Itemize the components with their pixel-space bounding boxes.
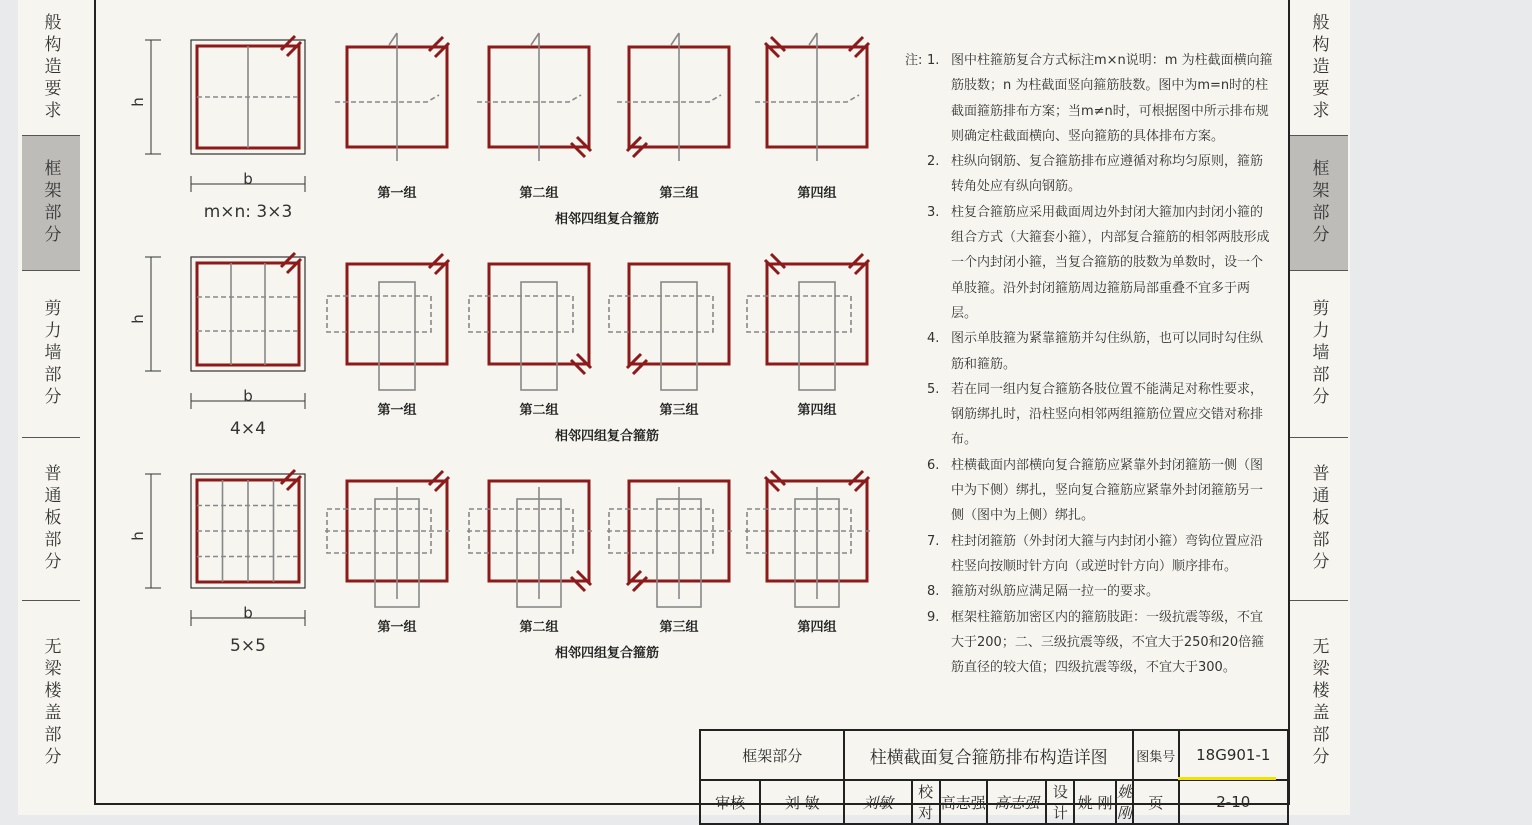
dimension-label-b: b bbox=[243, 387, 253, 405]
note-number: 9. bbox=[927, 609, 940, 625]
notes-prefix: 注: bbox=[905, 53, 923, 68]
column-section bbox=[335, 33, 449, 161]
checker-signature: 高志强 bbox=[987, 780, 1046, 824]
hook-mark bbox=[849, 471, 863, 485]
outer-hoop bbox=[347, 264, 447, 364]
note-item bbox=[905, 149, 1275, 200]
group-label: 第一组 bbox=[377, 620, 417, 635]
group-label: 第四组 bbox=[797, 403, 837, 418]
note-item bbox=[905, 605, 1275, 681]
hook-mark bbox=[429, 37, 443, 51]
column-section bbox=[747, 254, 869, 390]
reviewer-signature: 刘敏 bbox=[844, 780, 911, 824]
group-label: 第一组 bbox=[377, 403, 417, 418]
atlas-label: 图集号 bbox=[1133, 730, 1179, 780]
size-label: 4×4 bbox=[230, 419, 266, 439]
side-tab-flat-slab[interactable] bbox=[1290, 601, 1348, 805]
hook-mark bbox=[571, 577, 585, 591]
note-item bbox=[905, 453, 1275, 529]
note-number: 3. bbox=[927, 204, 940, 220]
hook-mark bbox=[849, 37, 863, 51]
note-number: 5. bbox=[927, 381, 940, 397]
design-label: 设计 bbox=[1046, 780, 1074, 824]
group-label: 第一组 bbox=[377, 186, 417, 201]
group-label: 第三组 bbox=[659, 620, 699, 635]
note-number: 8. bbox=[927, 584, 940, 600]
side-tab-label: 般构造要求 bbox=[1308, 12, 1329, 123]
outer-hoop bbox=[489, 264, 589, 364]
right-side-tabs bbox=[1290, 0, 1348, 805]
note-item bbox=[905, 326, 1275, 377]
hook-mark bbox=[429, 471, 443, 485]
hook-mark bbox=[429, 254, 443, 268]
note-number: 4. bbox=[927, 331, 940, 347]
note-number: 6. bbox=[927, 457, 940, 473]
note-text: 图中柱箍筋复合方式标注m×n说明：m 为柱截面横向箍筋肢数；n 为柱截面竖向箍筋肢数。图中为m=n时的柱截面箍筋排布方案；当m≠n时，可根据图中所示排布规则确定柱截面横向、竖向箍筋的具体排布方案。 bbox=[951, 53, 1273, 144]
reviewer-name: 刘 敏 bbox=[760, 780, 844, 824]
column-section bbox=[609, 264, 729, 390]
side-tab-label: 普通板部分 bbox=[40, 464, 61, 574]
single-leg-tie bbox=[617, 95, 721, 102]
single-leg-tie bbox=[671, 33, 679, 161]
column-section-overview bbox=[145, 36, 305, 192]
note-item bbox=[905, 529, 1275, 580]
note-text: 框架柱箍筋加密区内的箍筋肢距：一级抗震等级，不宜大于200；二、三级抗震等级，不宜大于250和20倍箍筋直径的较大值；四级抗震等级，不宜大于300。 bbox=[951, 609, 1265, 676]
hook-mark bbox=[571, 143, 585, 157]
size-label: m×n: 3×3 bbox=[203, 202, 293, 222]
group-label: 第四组 bbox=[797, 186, 837, 201]
designer-name: 姚 刚 bbox=[1074, 780, 1116, 824]
column-section-overview bbox=[145, 253, 305, 409]
note-item bbox=[905, 48, 1275, 149]
hook-mark bbox=[849, 254, 863, 268]
single-leg-tie bbox=[477, 95, 581, 102]
note-item bbox=[905, 200, 1275, 326]
column-section bbox=[469, 264, 591, 390]
note-text: 若在同一组内复合箍筋各肢位置不能满足对称性要求，钢筋绑扎时，沿柱竖向相邻两组箍筋位置应交错对称排布。 bbox=[951, 381, 1264, 448]
page-number: 2-10 bbox=[1179, 780, 1288, 824]
column-section bbox=[607, 481, 733, 607]
hook-mark bbox=[771, 37, 785, 51]
hook-mark bbox=[633, 143, 647, 157]
drawing-title: 柱横截面复合箍筋排布构造详图 bbox=[844, 730, 1133, 780]
column-section bbox=[467, 481, 593, 607]
group-label: 第二组 bbox=[519, 186, 559, 201]
hook-mark bbox=[633, 360, 647, 374]
note-item bbox=[905, 579, 1275, 604]
inner-hoop-vertical bbox=[379, 282, 415, 390]
side-tab-shear-wall[interactable] bbox=[1290, 271, 1348, 438]
column-section bbox=[327, 254, 449, 390]
side-tab-label: 剪力墙部分 bbox=[40, 299, 61, 409]
designer-signature: 姚刚 bbox=[1116, 780, 1133, 824]
outer-hoop bbox=[767, 264, 867, 364]
dimension-label-h: h bbox=[129, 314, 147, 324]
notes-section bbox=[905, 48, 1275, 680]
side-tab-label: 剪力墙部分 bbox=[1308, 299, 1329, 409]
note-number: 1. bbox=[927, 53, 940, 68]
column-section bbox=[755, 33, 869, 161]
dimension-label-b: b bbox=[243, 170, 253, 188]
group-caption: 相邻四组复合箍筋 bbox=[554, 429, 660, 444]
outer-hoop bbox=[629, 264, 729, 364]
size-label: 5×5 bbox=[230, 636, 266, 656]
inner-hoop-vertical bbox=[661, 282, 697, 390]
group-label: 第二组 bbox=[519, 620, 559, 635]
atlas-number: 18G901-1 bbox=[1179, 730, 1288, 780]
page-label: 页 bbox=[1133, 780, 1179, 824]
group-caption: 相邻四组复合箍筋 bbox=[554, 212, 660, 227]
frame-border-right bbox=[1288, 0, 1290, 805]
note-number: 2. bbox=[927, 154, 940, 170]
outer-hoop bbox=[197, 263, 299, 365]
single-leg-tie bbox=[335, 95, 439, 102]
review-label: 审核 bbox=[700, 780, 760, 824]
hook-mark bbox=[633, 577, 647, 591]
single-leg-tie bbox=[531, 33, 539, 161]
side-tab-general[interactable] bbox=[1290, 0, 1348, 136]
group-label: 第三组 bbox=[659, 403, 699, 418]
hook-mark bbox=[281, 36, 295, 50]
title-section: 框架部分 bbox=[700, 730, 844, 780]
group-label: 第二组 bbox=[519, 403, 559, 418]
highlight-mark bbox=[1178, 777, 1276, 780]
dimension-label-h: h bbox=[129, 531, 147, 541]
single-leg-tie bbox=[755, 95, 859, 102]
side-tab-plain-slab[interactable] bbox=[1290, 438, 1348, 601]
hook-mark bbox=[771, 471, 785, 485]
group-label: 第四组 bbox=[797, 620, 837, 635]
note-item bbox=[905, 377, 1275, 453]
inner-hoop-vertical bbox=[799, 282, 835, 390]
note-text: 柱横截面内部横向复合箍筋应紧靠外封闭箍筋一侧（图中为下侧）绑扎，竖向复合箍筋应紧靠外封闭箍筋另一侧（图中为上侧）绑扎。 bbox=[951, 457, 1264, 524]
side-tab-label: 框架部分 bbox=[1308, 159, 1329, 247]
side-tab-label: 框架部分 bbox=[40, 159, 61, 247]
title-block bbox=[699, 729, 1289, 822]
column-section bbox=[477, 33, 591, 161]
column-section bbox=[617, 33, 729, 161]
note-text: 柱封闭箍筋（外封闭大箍与内封闭小箍）弯钩位置应沿柱竖向按顺时针方向（或逆时针方向）顺序排布。 bbox=[951, 533, 1264, 574]
dimension-label-b: b bbox=[243, 604, 253, 622]
note-number: 7. bbox=[927, 533, 940, 549]
side-tab-label: 普通板部分 bbox=[1308, 464, 1329, 574]
checker-name: 高志强 bbox=[940, 780, 988, 824]
hook-mark bbox=[281, 470, 295, 484]
note-text: 图示单肢箍为紧靠箍筋并勾住纵筋，也可以同时勾住纵筋和箍筋。 bbox=[951, 331, 1264, 372]
side-tab-frame[interactable] bbox=[1290, 136, 1348, 271]
column-section bbox=[325, 471, 451, 607]
hook-mark bbox=[771, 254, 785, 268]
check-label: 校对 bbox=[912, 780, 940, 824]
group-caption: 相邻四组复合箍筋 bbox=[554, 646, 660, 661]
note-text: 箍筋对纵筋应满足隔一拉一的要求。 bbox=[951, 584, 1160, 600]
column-section-overview bbox=[145, 470, 305, 626]
dimension-label-h: h bbox=[129, 97, 147, 107]
group-label: 第三组 bbox=[659, 186, 699, 201]
column-section bbox=[745, 471, 871, 607]
hook-mark bbox=[281, 253, 295, 267]
side-tab-label: 无梁楼盖部分 bbox=[40, 637, 61, 769]
stirrup-drawing bbox=[0, 0, 900, 700]
hook-mark bbox=[571, 360, 585, 374]
side-tab-label: 无梁楼盖部分 bbox=[1308, 637, 1329, 769]
side-tab-label: 般构造要求 bbox=[40, 12, 61, 123]
single-leg-tie bbox=[809, 33, 817, 161]
inner-hoop-vertical bbox=[521, 282, 557, 390]
note-text: 柱复合箍筋应采用截面周边外封闭大箍加内封闭小箍的组合方式（大箍套小箍），内部复合箍筋的相邻两肢形成一个内封闭小箍，当复合箍筋的肢数为单数时，设一个单肢箍。沿外封闭箍筋周边箍筋局部重叠不宜多于两层。 bbox=[951, 204, 1270, 321]
single-leg-tie bbox=[389, 33, 397, 161]
concrete-outline bbox=[191, 257, 305, 371]
note-text: 柱纵向钢筋、复合箍筋排布应遵循对称均匀原则，箍筋转角处应有纵向钢筋。 bbox=[951, 154, 1264, 195]
